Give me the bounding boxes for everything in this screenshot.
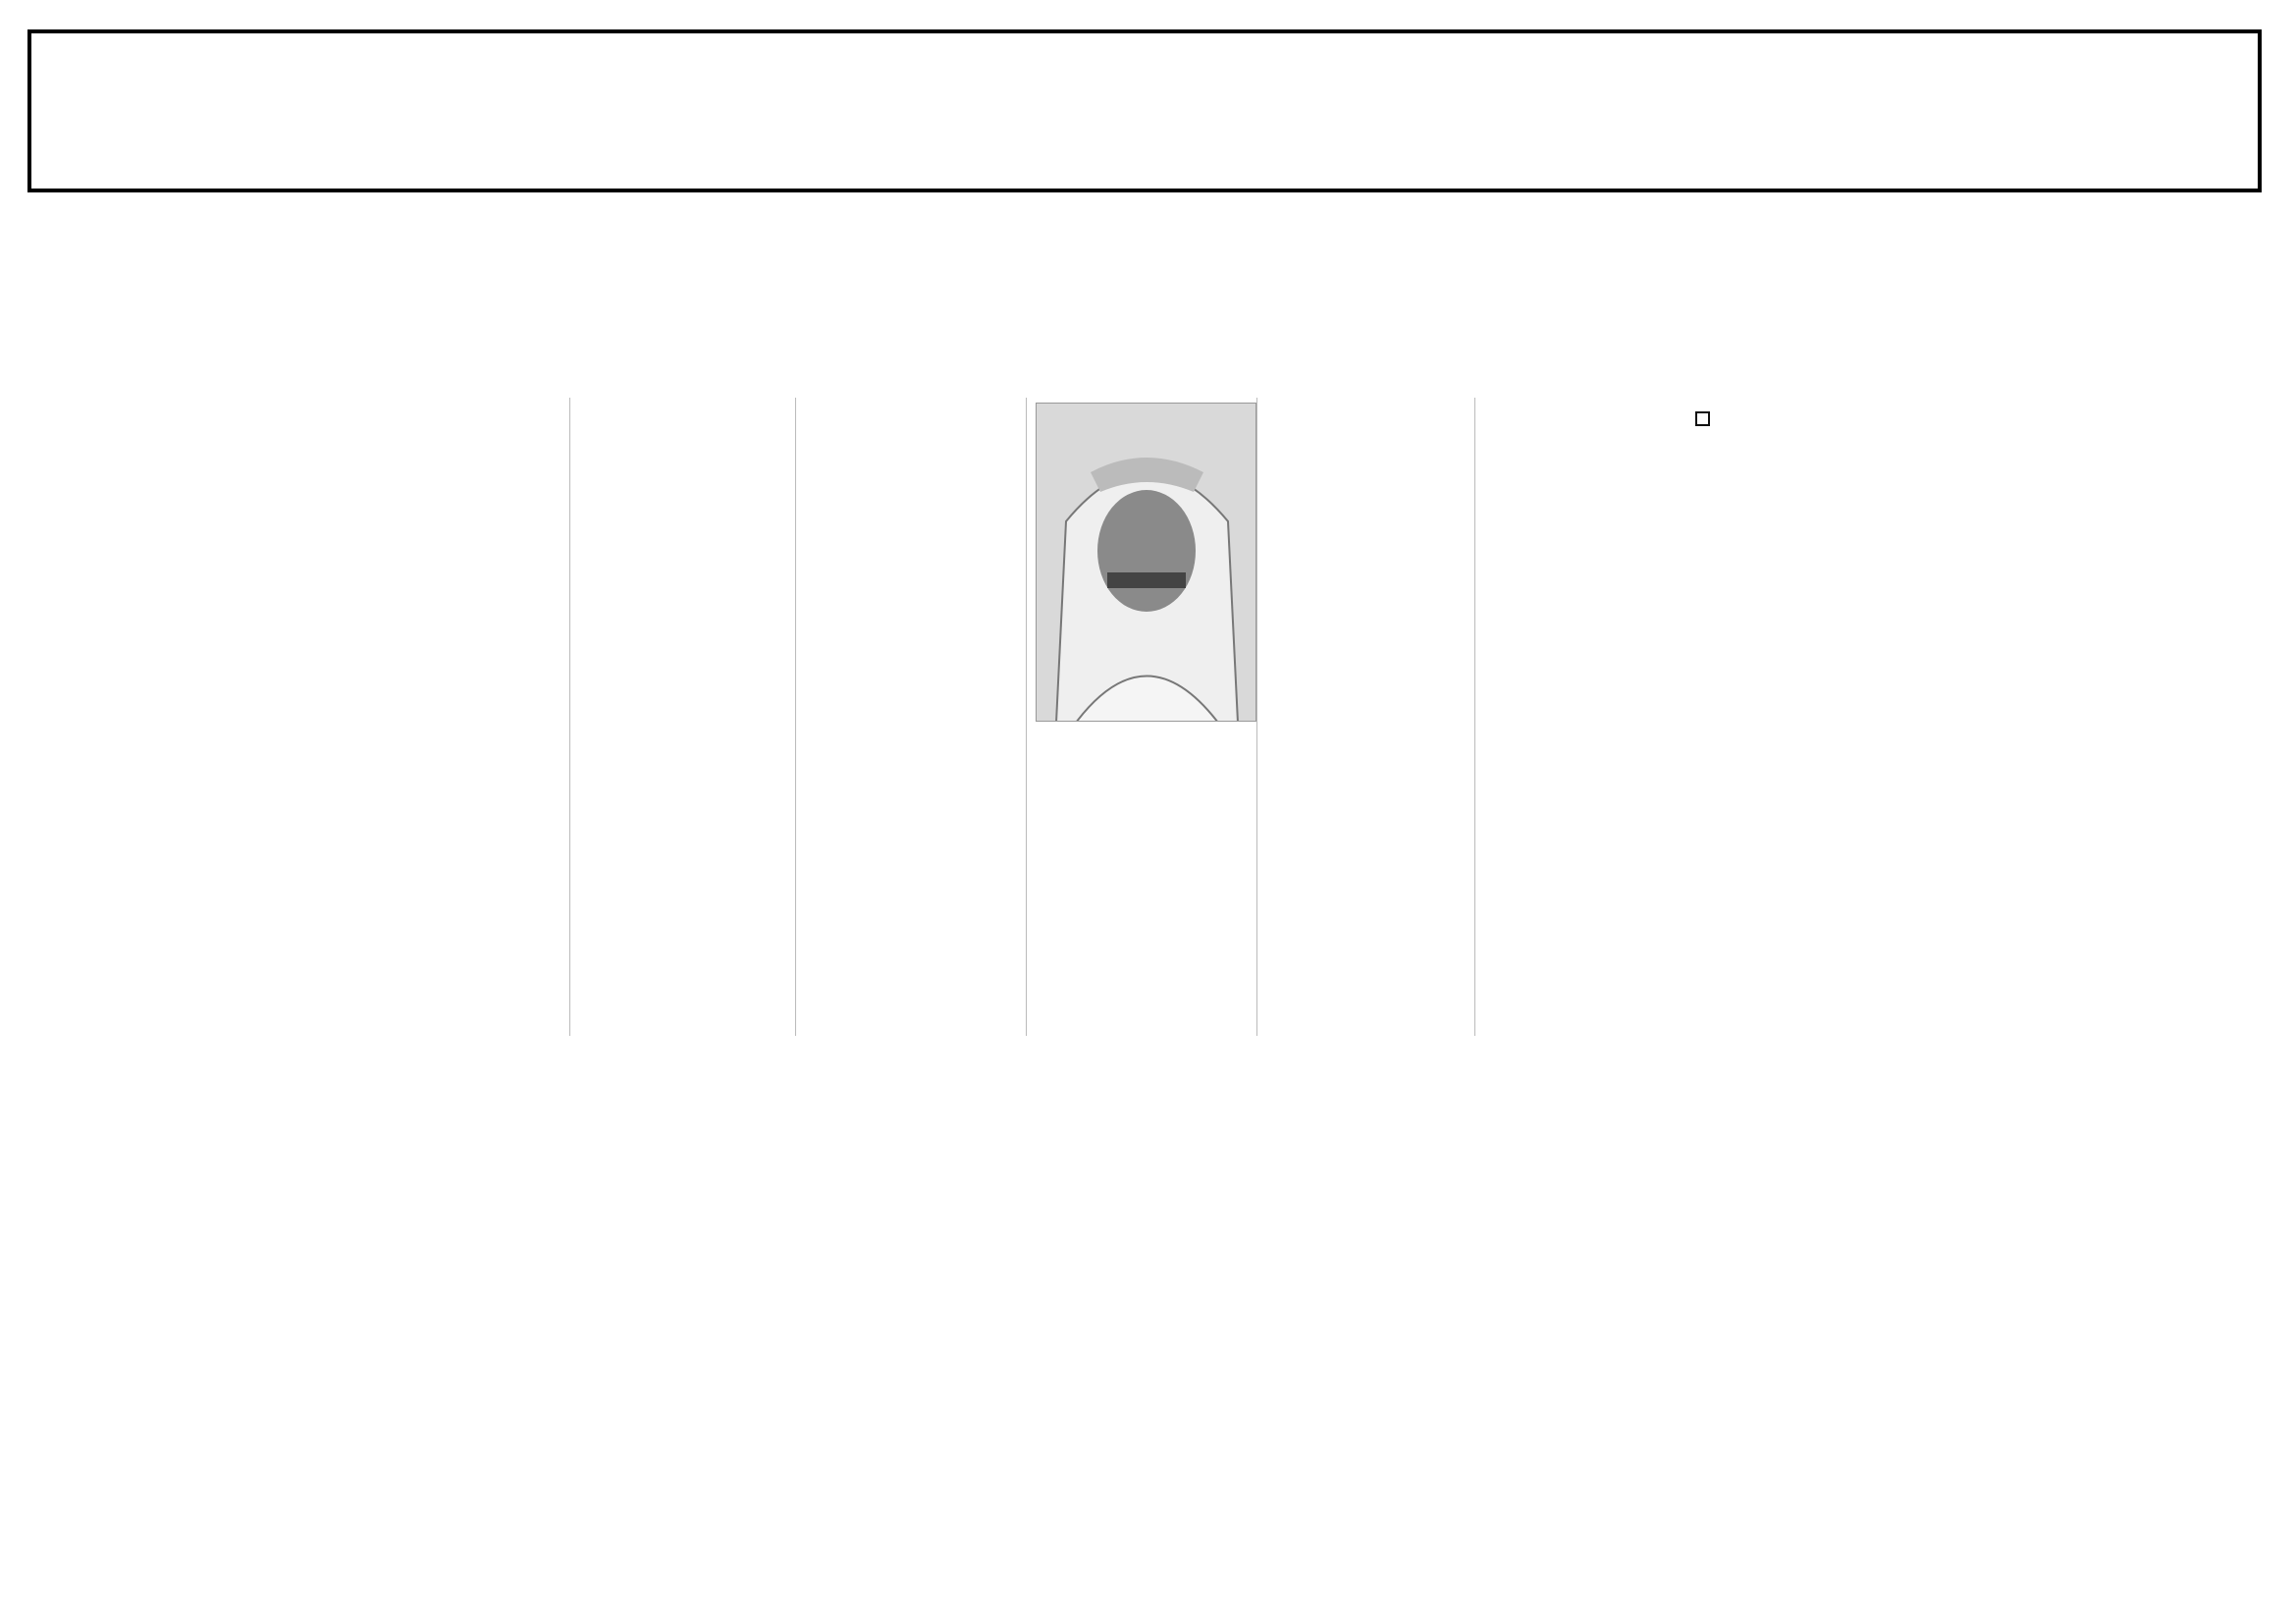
portrait-image [1037, 404, 1256, 722]
column-divider [569, 398, 570, 1036]
square-bullet-icon [1695, 411, 1710, 426]
author-photo [1036, 403, 1256, 722]
column-divider [1256, 398, 1257, 1036]
clipping-header [27, 29, 2262, 192]
article-column-2 [1264, 403, 1466, 1041]
article-column-1 [1482, 403, 1710, 1041]
column-divider [795, 398, 796, 1036]
column-divider [1474, 398, 1475, 1036]
column-divider [1026, 398, 1027, 1036]
article-headline [118, 256, 2169, 396]
